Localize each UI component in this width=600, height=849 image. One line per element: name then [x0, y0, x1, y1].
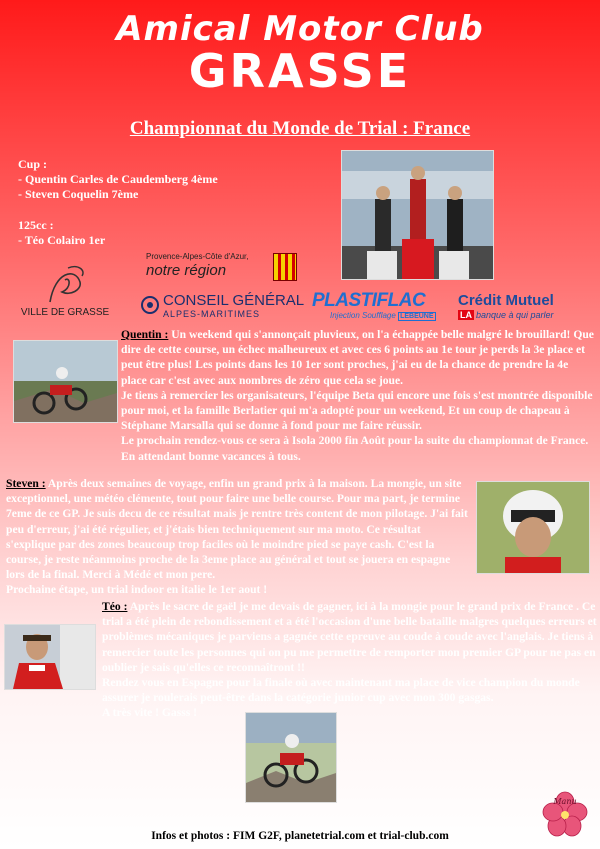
teo-name: Téo : [102, 600, 128, 613]
hibiscus-signature-icon [541, 790, 589, 838]
steven-p2: Prochaine étape, un trial indoor en italie le 1er aout ! [6, 583, 268, 597]
ville-de-grasse-label: VILLE DE GRASSE [20, 307, 110, 318]
teo-photo [4, 624, 96, 690]
region-logo [146, 252, 301, 286]
region-flag-icon [273, 253, 297, 281]
region-main-label: notre région [146, 262, 227, 279]
credit-mutuel-logo [458, 292, 590, 322]
quentin-paragraph [121, 327, 596, 464]
credit-mutuel-slogan: banque à qui parler [476, 310, 554, 320]
conseil-general-sub: ALPES-MARITIMES [163, 309, 261, 319]
podium-photo [341, 150, 494, 280]
quentin-p3: Le prochain rendez-vous ce sera à Isola 2000 fin Août pour la suite du championnat de France. [121, 434, 589, 448]
steven-photo [476, 481, 590, 574]
teo-paragraph [102, 599, 597, 721]
class-result-1: - Téo Colairo 1er [18, 233, 106, 247]
plastiflac-sub [330, 311, 436, 320]
conseil-general-logo [141, 292, 305, 322]
plastiflac-label: PLASTIFLAC [312, 290, 426, 311]
teo-p3: A très vite ! Gasss ! [102, 706, 197, 720]
teo-lead: Après le sacre de gaël je me devais de gagner, ici à la mongie pour le grand prix de France . Ce trial a été plein de rebondissement et a été l'occasion d'une belle bataille malgres quelques erreurs et problèmes mécaniques je parviens a gagnée cette epreuve au coude à coude avec l'anglais. Je tiens à remercier toute les personnes qui on pu me permettre de remporter mon premier GP pour ne pas en oublier je sais qu'elles ce reconnaîtront !! [102, 600, 597, 674]
trial-action-photo [245, 712, 337, 803]
club-title [0, 9, 600, 98]
plastiflac-sub-text: Injection Soufflage [330, 311, 396, 320]
signature-text: Manu [553, 797, 577, 806]
credit-mutuel-la: LA [460, 310, 472, 320]
teo-p2: Rendez vous en Espagne pour la finale où avec maintenant ma place de vice champion du monde assurer je roulerais peut-être dans la catégorie junior cup avec mon 300 gasgas. [102, 676, 580, 705]
plastiflac-logo [312, 290, 447, 322]
quentin-p4: En attendant bonne vacances à tous. [121, 449, 301, 463]
steven-lead: Après deux semaines de voyage, enfin un grand prix à la maison. La mongie, un site exceptionnel, une météo clémente, tout pour faire une belle course. Pour ma part, je termine 7eme de ce GP. Je suis decu de ce résultat mais je rentre très content de mon pilotage. J'ai fait peu d'erreur, j'ai été régulier, et j'étais bien techniquement sur ma moto. Ce résultat s'explique par des zones beaucoup trop faciles où le moindre pied se paye cash. C'est la course, je reste néanmoins proche de la 3eme place au général et tout se jouera en espagne lors de la final. Merci à Médé et mon pere. [6, 477, 468, 582]
cup-label: Cup : [18, 157, 48, 171]
class-label: 125cc : [18, 218, 54, 232]
steven-name: Steven : [6, 477, 46, 490]
conseil-general-icon [141, 296, 159, 314]
quentin-p2: Je tiens à remercier les organisateurs, l'équipe Beta qui encore une fois s'est montrée disponible pour moi, et la famille Berlatier qui m'a adopté pour un weekend, Et un coup de chapeau à Stéphane Marsalla qui se donne à fond pour me faire réussir. [121, 388, 593, 433]
quentin-lead: Un weekend qui s'annonçait pluvieux, on l'a échappée belle malgré le brouillard! Que dire de cette course, un échec malheureux et avec ces 6 points au 1e tour je perds la 3e place et peut être plus! Les points dans les 10 1er sont proches, j'ai eu de la chance de prendre la 4e place car c'est avec aux nombres de zéro que cela se joue. [121, 328, 594, 387]
page-title: Championnat du Monde de Trial : France [129, 118, 471, 139]
credit-mutuel-label: Crédit Mutuel [458, 292, 554, 309]
credit-mutuel-sub [458, 310, 554, 320]
region-top-label: Provence-Alpes-Côte d'Azur, [146, 252, 249, 261]
results-list [18, 157, 318, 248]
club-title-line1: Amical Motor Club [116, 9, 484, 49]
quentin-name: Quentin : [121, 328, 169, 341]
plastiflac-badge: LEBEUNE [400, 313, 434, 320]
photo-credits: Infos et photos : FIM G2F, planetetrial.com et trial-club.com [151, 830, 449, 842]
club-title-line2: GRASSE [188, 44, 412, 98]
conseil-general-label: CONSEIL GÉNÉRAL [163, 292, 305, 309]
cup-result-2: - Steven Coquelin 7ème [18, 187, 139, 201]
ville-de-grasse-logo [20, 262, 110, 318]
steven-paragraph [6, 476, 471, 598]
quentin-photo [13, 340, 118, 423]
cup-result-1: - Quentin Carles de Caudemberg 4ème [18, 172, 218, 186]
